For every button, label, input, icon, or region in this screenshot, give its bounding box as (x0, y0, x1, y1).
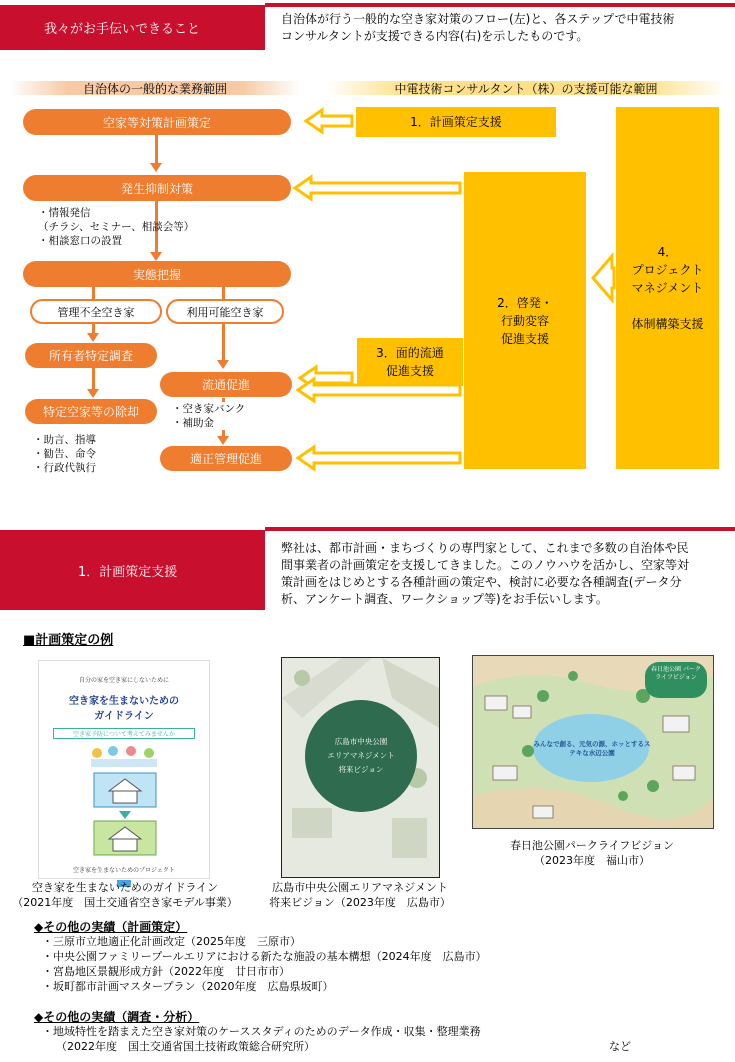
vision-circle (305, 700, 417, 812)
cover-title-line: ガイドライン (94, 711, 154, 722)
people-icon (91, 746, 157, 767)
note-line: ・行政代執行 (33, 462, 96, 474)
guideline-cover (38, 660, 210, 879)
header-rule (265, 527, 735, 531)
list-item: （2022年度 国土交通省国土技術政策総合研究所） (56, 1040, 315, 1053)
section-intro (281, 540, 731, 608)
left-scope-label: 自治体の一般的な業務範囲 (82, 81, 227, 96)
arrow-left-icon (298, 447, 460, 469)
map-title: 春日池公園 パークライフビジョン (651, 666, 701, 681)
example-caption (250, 880, 470, 910)
flow-removal-label: 特定空家等の除却 (42, 405, 139, 419)
other-plan-title: ◆その他の実績（計画策定） (34, 920, 188, 934)
intro-line: 間事業者の計画策定を支援してきました。このノウハウを活かし、空家等対 (281, 558, 690, 572)
support-arrows (0, 0, 735, 520)
cover-bottom-text: 空き家を生まないためのプロジェクト (73, 867, 175, 874)
examples-title: ■計画策定の例 (23, 633, 114, 648)
caption-line: 春日池公園パークライフビジョン (509, 839, 675, 852)
support-3-line: 3．面的流通 (376, 346, 444, 360)
caption-line: （2023年度 福山市） (534, 854, 650, 867)
note-line: （チラシ、セミナー、相談会等） (38, 221, 195, 233)
caption-line: 広島市中央公園エリアマネジメント (272, 881, 448, 894)
caption-line: 将来ビジョン（2023年度 広島市） (269, 896, 451, 909)
vision-cover (281, 657, 440, 878)
arrow-down-icon (119, 811, 131, 819)
flow-usable-label: 利用可能空き家 (186, 305, 264, 319)
park-map-illustration (472, 655, 714, 829)
support-1-label: 1．計画策定支援 (410, 115, 502, 129)
support-4-line: プロジェクト (631, 263, 704, 277)
section-tab (0, 530, 265, 610)
example-caption (0, 880, 250, 910)
flow-plan-label: 空家等対策計画策定 (102, 115, 211, 130)
intro-line: 析、アンケート調査、ワークショップ等)をお手伝いします。 (281, 592, 608, 606)
cover-top-text: 自分の家を空き家にしないために (78, 677, 169, 684)
support-3-line: 促進支援 (385, 364, 434, 378)
arrow-left-icon (295, 177, 460, 199)
note-line: ・相談窓口の設置 (38, 235, 122, 247)
list-item: ・中央公園ファミリープールエリアにおける新たな施設の基本構想（2024年度 広島市） (42, 950, 487, 963)
list-item: ・地域特性を踏まえた空き家対策のケーススタディのためのデータ作成・収集・整理業務 (42, 1025, 481, 1038)
note-line: ・情報発信 (38, 207, 91, 219)
other-survey-title: ◆その他の実績（調査・分析） (34, 1010, 200, 1024)
note-line: ・補助金 (172, 417, 214, 429)
flow-proper-label: 適正管理促進 (189, 452, 262, 466)
list-item: ・坂町都市計画マスタープラン（2020年度 広島県坂町） (42, 980, 334, 993)
support-2-line: 2．啓発・ (497, 295, 553, 310)
section-tab-label: 我々がお手伝いできること (44, 22, 201, 37)
flow-survey-label: 実態把握 (132, 267, 181, 282)
support-4-line: 4． (657, 245, 678, 259)
cover-illustration (39, 739, 209, 859)
support-4-line: 体制構築支援 (631, 317, 704, 331)
intro-line: 策計画をはじめとする各種計画の策定や、検討に必要な各種調査(データ分 (281, 575, 682, 589)
note-line: ・勧告、命令 (33, 448, 96, 460)
cover-title-line: 空き家を生まないための (69, 696, 179, 707)
cover-title-line: 広島市中央公園 (334, 737, 388, 746)
support-2-line: 行動変容 (500, 313, 549, 328)
flow-distribution-label: 流通促進 (201, 378, 250, 392)
map-slogan: みんなで創る、元気の源、ホッとするステキな水辺公園 (533, 740, 651, 757)
note-line: ・助言、指導 (33, 434, 96, 446)
cover-title-line: エリアマネジメント (327, 751, 395, 760)
caption-line: （2021年度 国土交通省空き家モデル事業） (12, 896, 238, 909)
arrow-left-icon (306, 110, 352, 132)
flow-owner-label: 所有者特定調査 (48, 349, 133, 363)
flow-unmanaged-label: 管理不全空き家 (57, 305, 135, 319)
intro-line: 弊社は、都市計画・まちづくりの専門家として、これまで多数の自治体や民 (281, 541, 689, 555)
caption-line: 空き家を生まないためのガイドライン (31, 881, 219, 894)
intro-line: コンサルタントが支援できる内容(右)を示したものです。 (281, 29, 589, 43)
arrow-left-icon (593, 256, 614, 300)
section-tab-label: 1．計画策定支援 (78, 564, 178, 580)
list-item: ・三原市立地適正化計画改定（2025年度 三原市） (42, 935, 301, 948)
support-4-line: マネジメント (631, 281, 704, 295)
list-item: ・宮島地区景観形成方針（2022年度 廿日市市） (42, 965, 290, 978)
etc-label: など (609, 1040, 631, 1053)
other-plan-list (42, 934, 722, 994)
cover-title-line: 将来ビジョン (338, 765, 384, 774)
note-line: ・空き家バンク (172, 403, 246, 415)
example-caption (472, 838, 712, 868)
right-scope-label: 中電技術コンサルタント（株）の支援可能な範囲 (394, 81, 658, 96)
intro-line: 自治体が行う一般的な空き家対策のフロー(左)と、各ステップで中電技術 (281, 12, 675, 26)
cover-sub-text: 空き家予防について考えてみませんか (53, 728, 195, 739)
flow-prevent-label: 発生抑制対策 (120, 181, 193, 196)
support-2-line: 促進支援 (500, 331, 549, 346)
